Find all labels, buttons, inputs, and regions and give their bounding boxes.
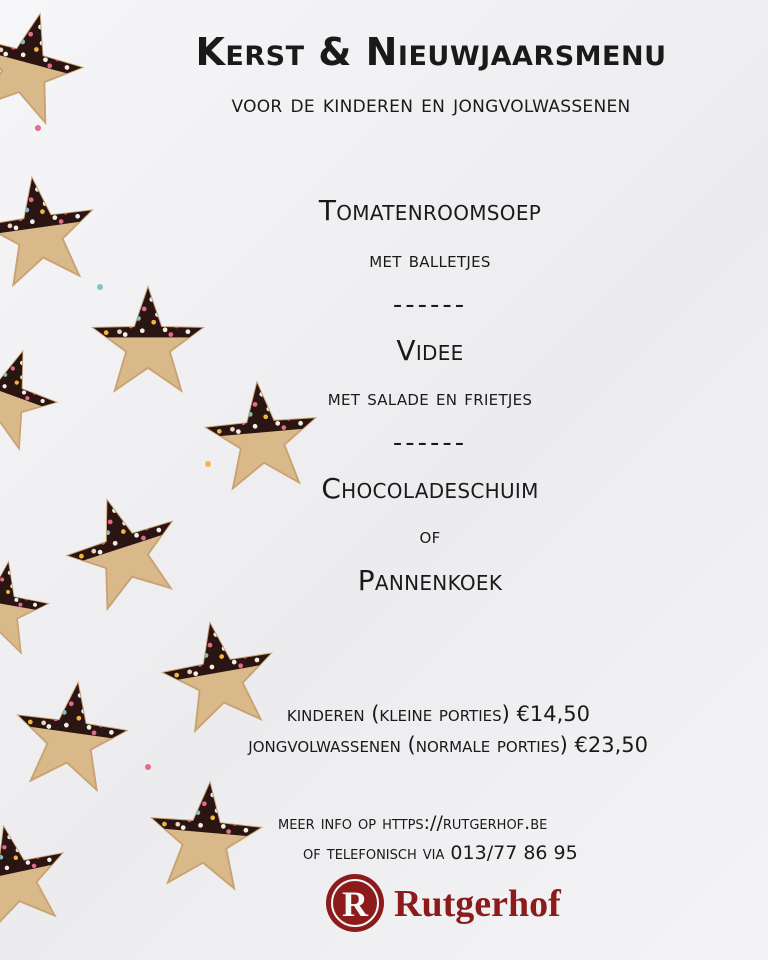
dessert-option-1: Chocoladeschuim [321, 472, 539, 505]
star-cookie-icon [41, 471, 202, 619]
price-young-adults: jongvolwassenen (normale porties) €23,50 [248, 733, 648, 757]
star-cookie-icon [82, 279, 215, 391]
main-course-name: Videe [396, 334, 464, 367]
star-cookie-icon [0, 545, 65, 657]
starter-description: met balletjes [369, 248, 491, 272]
page-title: Kerst & Nieuwjaarsmenu [195, 30, 667, 74]
main-course-description: met salade en frietjes [327, 386, 533, 410]
dessert-option-2: Pannenkoek [357, 564, 503, 597]
star-cookie-icon [0, 160, 112, 290]
separator-2: ------ [392, 428, 468, 458]
page-subtitle: voor de kinderen en jongvolwassenen [231, 90, 631, 118]
star-cookie-icon [0, 324, 81, 459]
star-cookie-icon [135, 768, 277, 891]
logo-brand: Rutgerhof [394, 883, 561, 925]
separator-1: ------ [392, 290, 468, 320]
rutgerhof-logo [324, 872, 568, 934]
price-kids: kinderen (kleine porties) €14,50 [286, 702, 590, 726]
dessert-or: of [419, 524, 441, 548]
info-phone: of telefonisch via 013/77 86 95 [303, 842, 578, 864]
star-cookie-icon [0, 805, 86, 935]
logo-monogram: R [342, 884, 368, 924]
star-cookie-icon [0, 665, 145, 795]
star-cookie-icon [143, 603, 293, 736]
starter-name: Tomatenroomsoep [318, 194, 542, 227]
info-website: meer info op https://rutgerhof.be [278, 812, 548, 834]
